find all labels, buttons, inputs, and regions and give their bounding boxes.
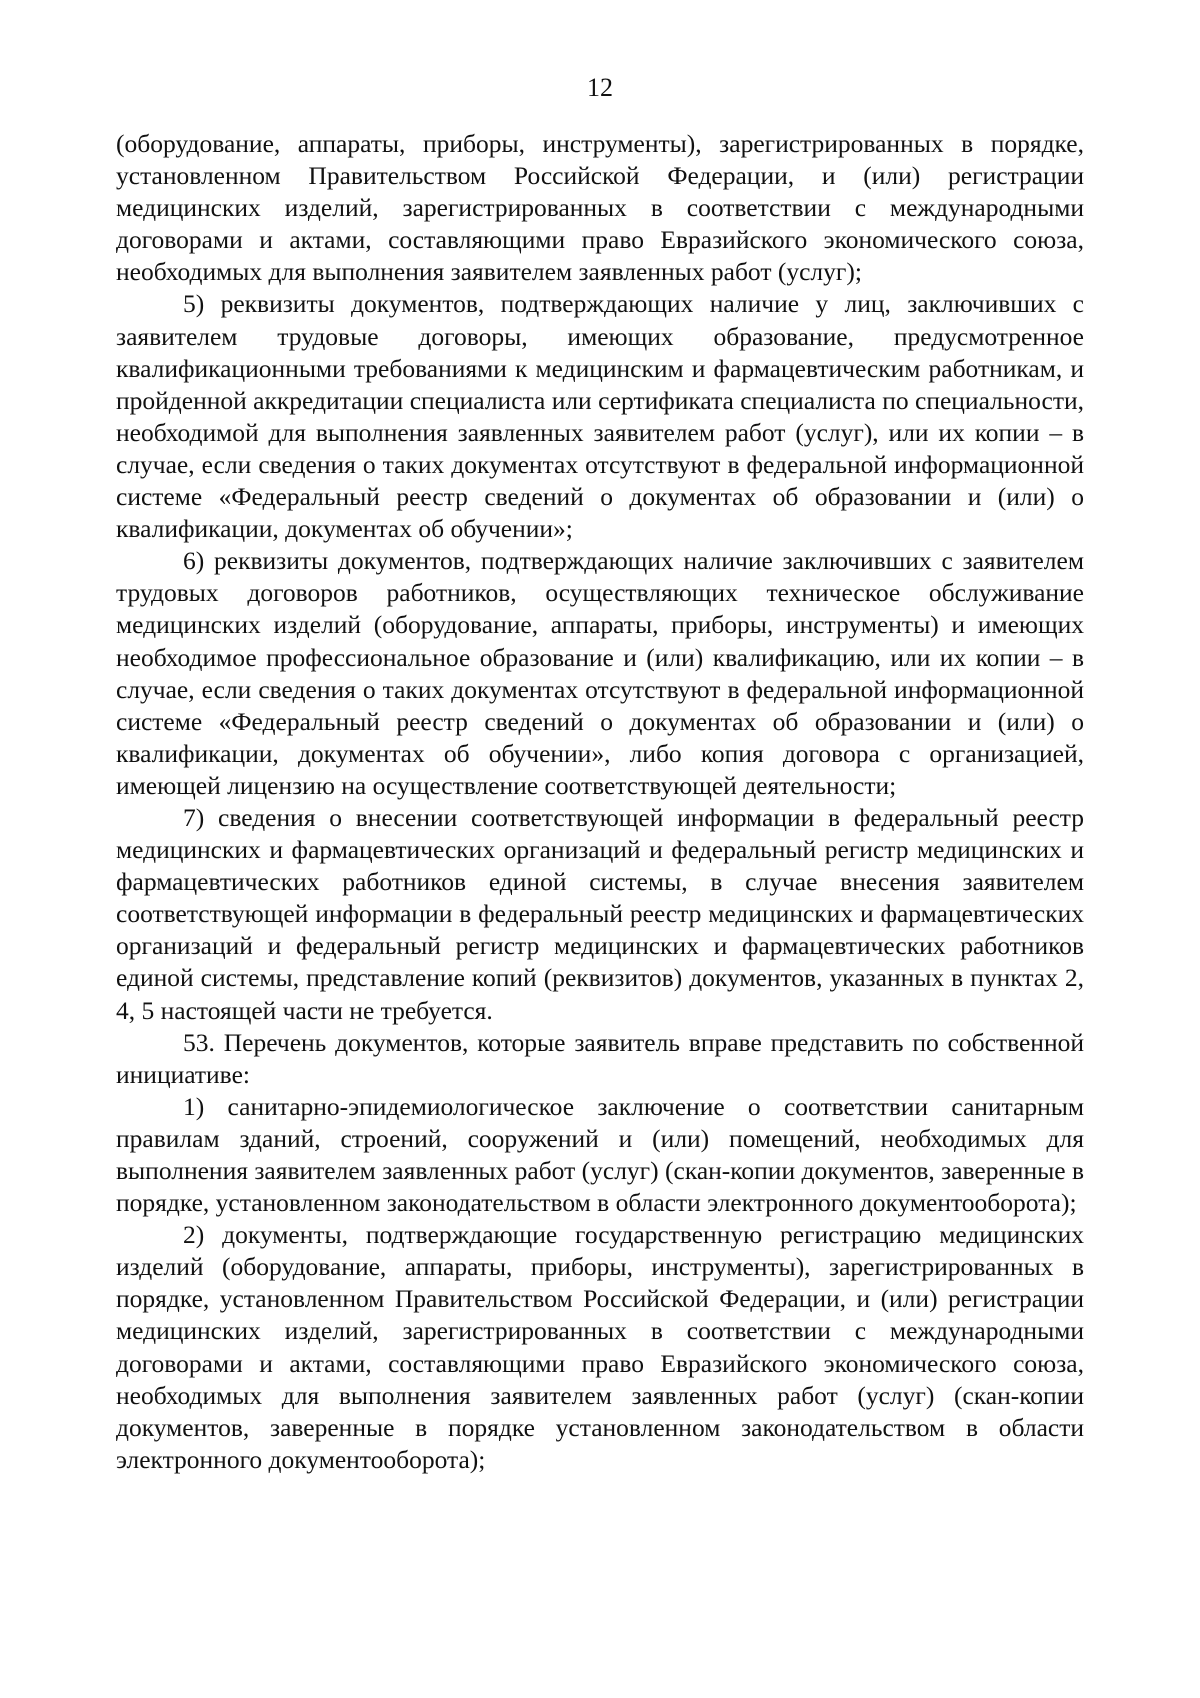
paragraph-item-6: 6) реквизиты документов, подтверждающих наличие заключивших с заявителем трудовых договоров работников, осуществляющих техническое обслуживание медицинских изделий (оборудование, аппараты, приборы, инструменты) и имеющих необходимое профессиональное образование и (или) квалификацию, или их копии – в случае, если сведения о таких документах отсутствуют в федеральной информационной системе «Федеральный реестр сведений о документах об образовании и (или) о квалификации, документах об обучении», либо копия договора с организацией, имеющей лицензию на осуществление соответствующей деятельности;: [116, 546, 1084, 800]
paragraph-item-1: 1) санитарно-эпидемиологическое заключение о соответствии санитарным правилам зданий, строений, сооружений и (или) помещений, необходимых для выполнения заявителем заявленных работ (услуг) (скан-копии документов, заверенные в порядке, установленном законодательством в области электронного документооборота);: [116, 1091, 1084, 1218]
paragraph-continuation: (оборудование, аппараты, приборы, инструменты), зарегистрированных в порядке, установленном Правительством Российской Федерации, и (или) регистрации медицинских изделий, зарегистрированных в соответствии с международными договорами и актами, составляющими право Евразийского экономического союза, необходимых для выполнения заявителем заявленных работ (услуг);: [116, 129, 1084, 287]
page-number: 12: [587, 73, 613, 102]
paragraph-section-53: 53. Перечень документов, которые заявитель вправе представить по собственной инициативе:: [116, 1027, 1084, 1089]
document-body: [116, 128, 1084, 1476]
paragraph-item-5: 5) реквизиты документов, подтверждающих наличие у лиц, заключивших с заявителем трудовые договоры, имеющих образование, предусмотренное квалификационными требованиями к медицинским и фармацевтическим работникам, и пройденной аккредитации специалиста или сертификата специалиста по специальности, необходимой для выполнения заявленных заявителем работ (услуг), или их копии – в случае, если сведения о таких документах отсутствуют в федеральной информационной системе «Федеральный реестр сведений о документах об образовании и (или) о квалификации, документах об обучении»;: [116, 289, 1084, 544]
paragraph-item-2: 2) документы, подтверждающие государственную регистрацию медицинских изделий (оборудование, аппараты, приборы, инструменты), зарегистрированных в порядке, установленном Правительством Российской Федерации, и (или) регистрации медицинских изделий, зарегистрированных в соответствии с международными договорами и актами, составляющими право Евразийского экономического союза, необходимых для выполнения заявителем заявленных работ (услуг) (скан-копии документов, заверенные в порядке установленном законодательством в области электронного документооборота);: [116, 1220, 1084, 1474]
paragraph-item-7: 7) сведения о внесении соответствующей информации в федеральный реестр медицинских и фармацевтических организаций и федеральный регистр медицинских и фармацевтических работников единой системы, в случае внесения заявителем соответствующей информации в федеральный реестр медицинских и фармацевтических организаций и федеральный регистр медицинских и фармацевтических работников единой системы, представление копий (реквизитов) документов, указанных в пунктах 2, 4, 5 настоящей части не требуется.: [116, 802, 1084, 1025]
